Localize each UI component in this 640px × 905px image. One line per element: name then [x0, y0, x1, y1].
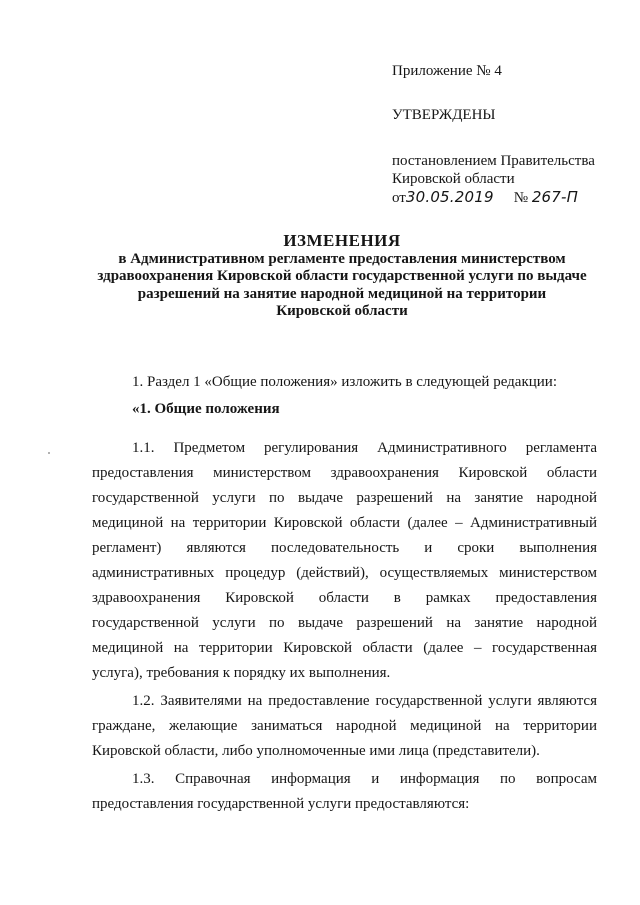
number-prefix: №: [513, 190, 529, 206]
heading-line: в Административном регламенте предоставления министерством: [118, 250, 566, 267]
heading-line: разрешений на занятие народной медициной на территории: [137, 285, 547, 302]
decree-line-2: Кировской области: [392, 171, 515, 187]
section-instruction: 1. Раздел 1 «Общие положения» изложить в следующей редакции:: [132, 374, 557, 390]
paragraph-1-2: 1.2. Заявителями на предоставление государственной услуги являются граждане, желающие заниматься народной медициной на территории Кировской области, либо уполномоченные ими лица (представители).: [92, 693, 597, 759]
document-body: [92, 370, 597, 817]
decree-date-number: [392, 188, 628, 207]
appendix-label: Приложение № 4: [392, 63, 502, 79]
approval-block: [392, 62, 628, 207]
approved-label: УТВЕРЖДЕНЫ: [392, 107, 496, 123]
decree-line-1: постановлением Правительства: [392, 153, 595, 169]
heading-line: здравоохранения Кировской области государственной услуги по выдаче: [97, 268, 587, 284]
paragraph-1-1: 1.1. Предметом регулирования Административного регламента предоставления министерством здравоохранения Кировской области государственной услуги по выдаче разрешений на занятие народной медициной на территории Кировской области (далее – Административный регламент) являются последовательность и сроки выполнения административных процедур (действий), осуществляемых министерством здравоохранения Кировской области в рамках предоставления государственной услуги по выдаче разрешений на занятие народной медициной на территории Кировской области (далее – государственная услуга), требования к порядку их выполнения.: [92, 440, 597, 681]
date-prefix: от: [392, 190, 406, 206]
handwritten-number: 267-П: [531, 188, 579, 206]
document-heading: [84, 232, 600, 321]
section-title: «1. Общие положения: [132, 401, 280, 417]
paragraph-1-3: 1.3. Справочная информация и информация по вопросам предоставления государственной услуги предоставляются:: [92, 771, 597, 812]
handwritten-date: 30.05.2019: [405, 188, 494, 206]
heading-title: ИЗМЕНЕНИЯ: [283, 231, 401, 250]
scan-speck: [48, 452, 50, 454]
heading-line: Кировской области: [276, 303, 408, 319]
